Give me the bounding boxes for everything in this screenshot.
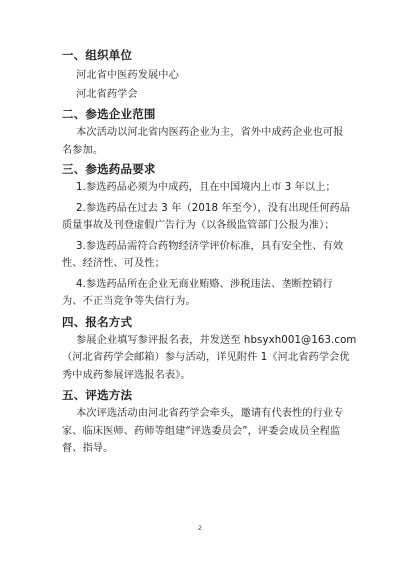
requirement-line-1: 1.参选药品必须为中成药，且在中国境内上市 3 年以上； xyxy=(76,182,336,193)
organizer-2: 河北省药学会 xyxy=(76,88,138,100)
requirement-line-5: 性、经济性、可及性； xyxy=(62,258,165,269)
method-line-2: 家、临床医师、药师等组建“评选委员会”，评委会成员全程监 xyxy=(62,425,341,437)
registration-line-2: （河北省药学会邮箱）参与活动，详见附件 1《河北省药学会优 xyxy=(62,352,350,363)
requirement-line-3: 质量事故及刊登虚假广告行为（以各级监管部门公报为准）； xyxy=(62,220,335,231)
registration-line-1: 参展企业填写参评报名表，并发送至 hbsyxh001@163.com xyxy=(76,334,357,346)
scope-line-1: 本次活动以河北省内医药企业为主，省外中成药企业也可报 xyxy=(76,127,344,138)
section-heading-organizers: 一、组织单位 xyxy=(62,48,133,62)
page-number: 2 xyxy=(197,524,203,532)
section-heading-registration: 四、报名方式 xyxy=(62,314,133,329)
scope-line-2: 名参加。 xyxy=(62,144,104,156)
section-heading-selection-method: 五、评选方法 xyxy=(62,388,133,402)
document-body xyxy=(62,48,357,457)
registration-line-3: 秀中成药参展评选报名表》。 xyxy=(62,369,191,381)
method-line-3: 督、指导。 xyxy=(62,443,114,454)
requirement-line-6: 4.参选药品所在企业无商业贿赂、涉税违法、垄断控销行 xyxy=(76,278,333,290)
organizer-1: 河北省中医药发展中心 xyxy=(76,70,179,81)
section-heading-drug-requirements: 三、参选药品要求 xyxy=(62,162,156,176)
section-heading-enterprise-scope: 二、参选企业范围 xyxy=(62,107,156,121)
method-line-1: 本次评选活动由河北省药学会牵头，邀请有代表性的行业专 xyxy=(76,408,344,419)
requirement-line-7: 为、不正当竞争等失信行为。 xyxy=(62,296,196,307)
requirement-line-4: 3.参选药品需符合药物经济学评价标准，具有安全性、有效 xyxy=(76,240,344,252)
requirement-line-2: 2.参选药品在过去 3 年（2018 年至今），没有出现任何药品 xyxy=(76,202,351,214)
